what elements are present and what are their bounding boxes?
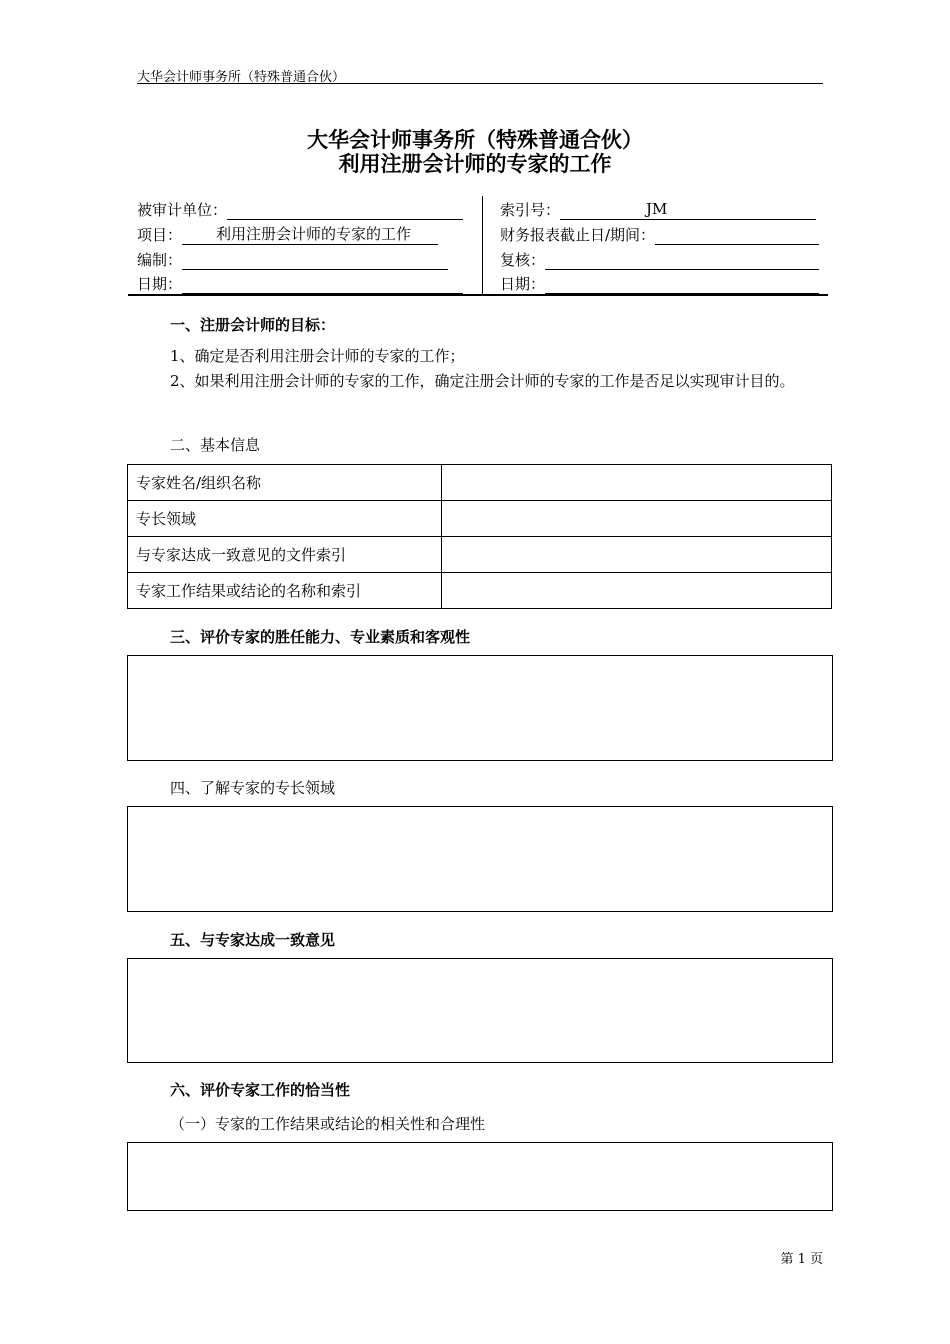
section-1-item-1: 1、确定是否利用注册会计师的专家的工作；: [170, 347, 465, 365]
header-rule: [137, 83, 823, 84]
meta-index-row: [500, 200, 816, 220]
basic-info-value[interactable]: [442, 501, 832, 537]
index-value: JM: [646, 200, 668, 218]
project-value: 利用注册会计师的专家的工作: [216, 225, 412, 243]
section-6-title: 六、评价专家工作的恰当性: [170, 1081, 351, 1099]
date-left-field[interactable]: [182, 275, 463, 294]
auditee-field[interactable]: [227, 201, 463, 220]
basic-info-label: 专家工作结果或结论的名称和索引: [128, 573, 442, 609]
basic-info-table: [127, 464, 832, 609]
table-row: [128, 465, 832, 501]
meta-auditee-row: [137, 200, 463, 220]
meta-divider: [482, 196, 483, 294]
review-field[interactable]: [545, 251, 819, 270]
section-3-textbox[interactable]: [127, 655, 833, 761]
document-title-firm: 大华会计师事务所（特殊普通合伙）: [307, 128, 643, 152]
basic-info-label: 专长领域: [128, 501, 442, 537]
basic-info-label: 与专家达成一致意见的文件索引: [128, 537, 442, 573]
section-5-title: 五、与专家达成一致意见: [170, 931, 336, 949]
section-4-textbox[interactable]: [127, 806, 833, 912]
date-right-label: 日期：: [500, 275, 546, 293]
meta-period-row: [500, 225, 819, 245]
section-2-title: 二、基本信息: [170, 436, 261, 454]
section-4-title: 四、了解专家的专长领域: [170, 779, 336, 797]
index-field[interactable]: [560, 201, 816, 220]
meta-bottom-rule: [128, 294, 828, 296]
basic-info-value[interactable]: [442, 537, 832, 573]
period-field[interactable]: [655, 226, 819, 245]
section-5-textbox[interactable]: [127, 958, 833, 1063]
project-field[interactable]: [182, 226, 438, 245]
review-label: 复核：: [500, 251, 546, 269]
index-label: 索引号：: [500, 201, 561, 219]
table-row: [128, 501, 832, 537]
table-row: [128, 537, 832, 573]
prepared-field[interactable]: [182, 251, 448, 270]
date-left-label: 日期：: [137, 275, 183, 293]
section-3-title: 三、评价专家的胜任能力、专业素质和客观性: [170, 628, 471, 646]
meta-date-right-row: [500, 274, 819, 294]
section-1-item-2: 2、如果利用注册会计师的专家的工作，确定注册会计师的专家的工作是否足以实现审计目的。: [170, 372, 795, 390]
page-number: 第 1 页: [780, 1252, 823, 1267]
document-title: 利用注册会计师的专家的工作: [338, 152, 612, 176]
basic-info-value[interactable]: [442, 465, 832, 501]
section-6-textbox[interactable]: [127, 1142, 833, 1211]
section-1-title: 一、注册会计师的目标：: [170, 316, 336, 334]
running-header: 大华会计师事务所（特殊普通合伙）: [137, 70, 346, 85]
project-label: 项目：: [137, 226, 183, 244]
meta-project-row: [137, 225, 438, 245]
meta-prepared-row: [137, 250, 448, 270]
period-label: 财务报表截止日/期间：: [500, 226, 656, 244]
meta-review-row: [500, 250, 819, 270]
meta-date-left-row: [137, 274, 463, 294]
basic-info-value[interactable]: [442, 573, 832, 609]
table-row: [128, 573, 832, 609]
prepared-label: 编制：: [137, 251, 183, 269]
section-6-subtitle-1: （一）专家的工作结果或结论的相关性和合理性: [170, 1115, 486, 1133]
auditee-label: 被审计单位：: [137, 201, 228, 219]
date-right-field[interactable]: [545, 275, 819, 294]
basic-info-label: 专家姓名/组织名称: [128, 465, 442, 501]
